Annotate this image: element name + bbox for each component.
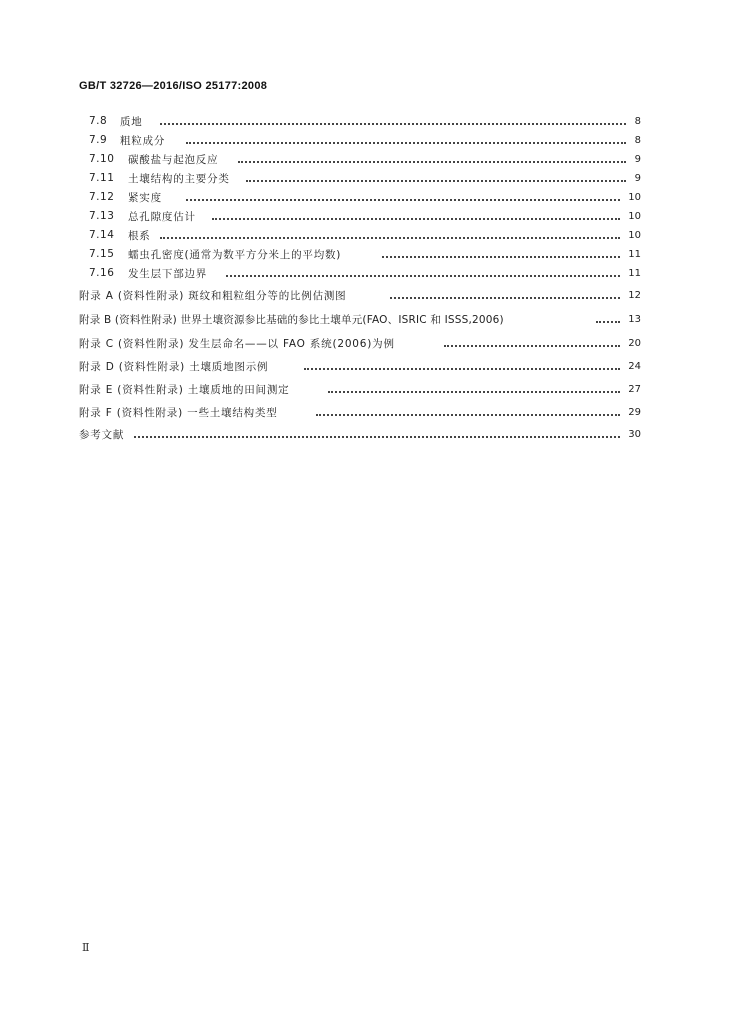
toc-entry-page: 8 [634, 134, 641, 146]
toc-leader [596, 311, 620, 323]
toc-entry-title: 根系 [128, 229, 151, 242]
toc-entry-page: 13 [628, 313, 641, 325]
toc-entry-appendix-b[interactable] [0, 310, 729, 328]
toc-entry-number: 7.12 [89, 191, 115, 203]
toc-entry-title: 附录 B (资料性附录) 世界土壤资源参比基础的参比土壤单元(FAO、ISRIC 和 ISSS,2006) [79, 313, 504, 326]
toc-entry-title: 附录 D (资料性附录) 土壤质地图示例 [79, 360, 269, 373]
toc-entry-appendix-c[interactable] [0, 334, 729, 352]
toc-entry-title: 附录 F (资料性附录) 一些土壤结构类型 [79, 406, 278, 419]
toc-leader [160, 227, 620, 239]
toc-entry-page: 9 [634, 153, 641, 165]
toc-entry-number: 7.16 [89, 267, 115, 279]
toc-entry-title: 总孔隙度估计 [128, 210, 196, 223]
toc-leader [238, 151, 626, 163]
toc-entry-number: 7.14 [89, 229, 115, 241]
toc-entry-page: 24 [628, 360, 641, 372]
toc-entry-page: 10 [628, 210, 641, 222]
toc-entry-title: 质地 [120, 115, 143, 128]
toc-entry-page: 11 [628, 248, 641, 260]
toc-entry-title: 附录 E (资料性附录) 土壤质地的田间测定 [79, 383, 290, 396]
toc-leader [328, 381, 620, 393]
toc-entry[interactable] [0, 112, 729, 130]
toc-entry-page: 27 [628, 383, 641, 395]
toc-entry[interactable] [0, 188, 729, 206]
toc-entry-title: 蠕虫孔密度(通常为数平方分米上的平均数) [128, 248, 342, 261]
toc-entry[interactable] [0, 169, 729, 187]
toc-entry-page: 20 [628, 337, 641, 349]
toc-leader [382, 246, 620, 258]
toc-leader [134, 426, 620, 438]
toc-entry[interactable] [0, 264, 729, 282]
toc-entry-page: 30 [628, 428, 641, 440]
toc-entry-page: 10 [628, 229, 641, 241]
toc-entry-page: 8 [634, 115, 641, 127]
toc-entry[interactable] [0, 131, 729, 149]
toc-entry-page: 9 [634, 172, 641, 184]
toc-entry-title: 紧实度 [128, 191, 162, 204]
toc-leader [186, 132, 626, 144]
toc-entry-title: 附录 C (资料性附录) 发生层命名——以 FAO 系统(2006)为例 [79, 337, 395, 350]
toc-entry-title: 附录 A (资料性附录) 斑纹和粗粒组分等的比例估测图 [79, 289, 347, 302]
toc-entry-number: 7.10 [89, 153, 115, 165]
toc-entry[interactable] [0, 150, 729, 168]
toc-leader [186, 189, 620, 201]
document-header: GB/T 32726—2016/ISO 25177:2008 [79, 80, 268, 92]
toc-entry-page: 10 [628, 191, 641, 203]
toc-entry-appendix-f[interactable] [0, 403, 729, 421]
toc-entry-title: 参考文献 [79, 428, 125, 441]
toc-entry-title: 粗粒成分 [120, 134, 166, 147]
toc-entry-number: 7.11 [89, 172, 115, 184]
toc-leader [304, 358, 620, 370]
toc-entry-references[interactable] [0, 425, 729, 443]
toc-entry-appendix-d[interactable] [0, 357, 729, 375]
toc-leader [212, 208, 620, 220]
toc-entry-title: 发生层下部边界 [128, 267, 208, 280]
toc-leader [390, 287, 620, 299]
toc-leader [444, 335, 620, 347]
toc-entry-number: 7.15 [89, 248, 115, 260]
toc-entry-title: 碳酸盐与起泡反应 [128, 153, 219, 166]
toc-entry[interactable] [0, 226, 729, 244]
toc-leader [160, 113, 626, 125]
toc-entry-number: 7.8 [89, 115, 108, 127]
toc-entry-page: 29 [628, 406, 641, 418]
toc-entry-page: 12 [628, 289, 641, 301]
toc-entry-title: 土壤结构的主要分类 [128, 172, 230, 185]
toc-entry[interactable] [0, 207, 729, 225]
toc-leader [246, 170, 626, 182]
toc-entry-number: 7.13 [89, 210, 115, 222]
toc-entry-page: 11 [628, 267, 641, 279]
toc-entry-appendix-e[interactable] [0, 380, 729, 398]
toc-entry[interactable] [0, 245, 729, 263]
toc-leader [316, 404, 620, 416]
toc-entry-number: 7.9 [89, 134, 108, 146]
page-number: Ⅱ [82, 941, 90, 954]
toc-leader [226, 265, 620, 277]
toc-entry-appendix-a[interactable] [0, 286, 729, 304]
